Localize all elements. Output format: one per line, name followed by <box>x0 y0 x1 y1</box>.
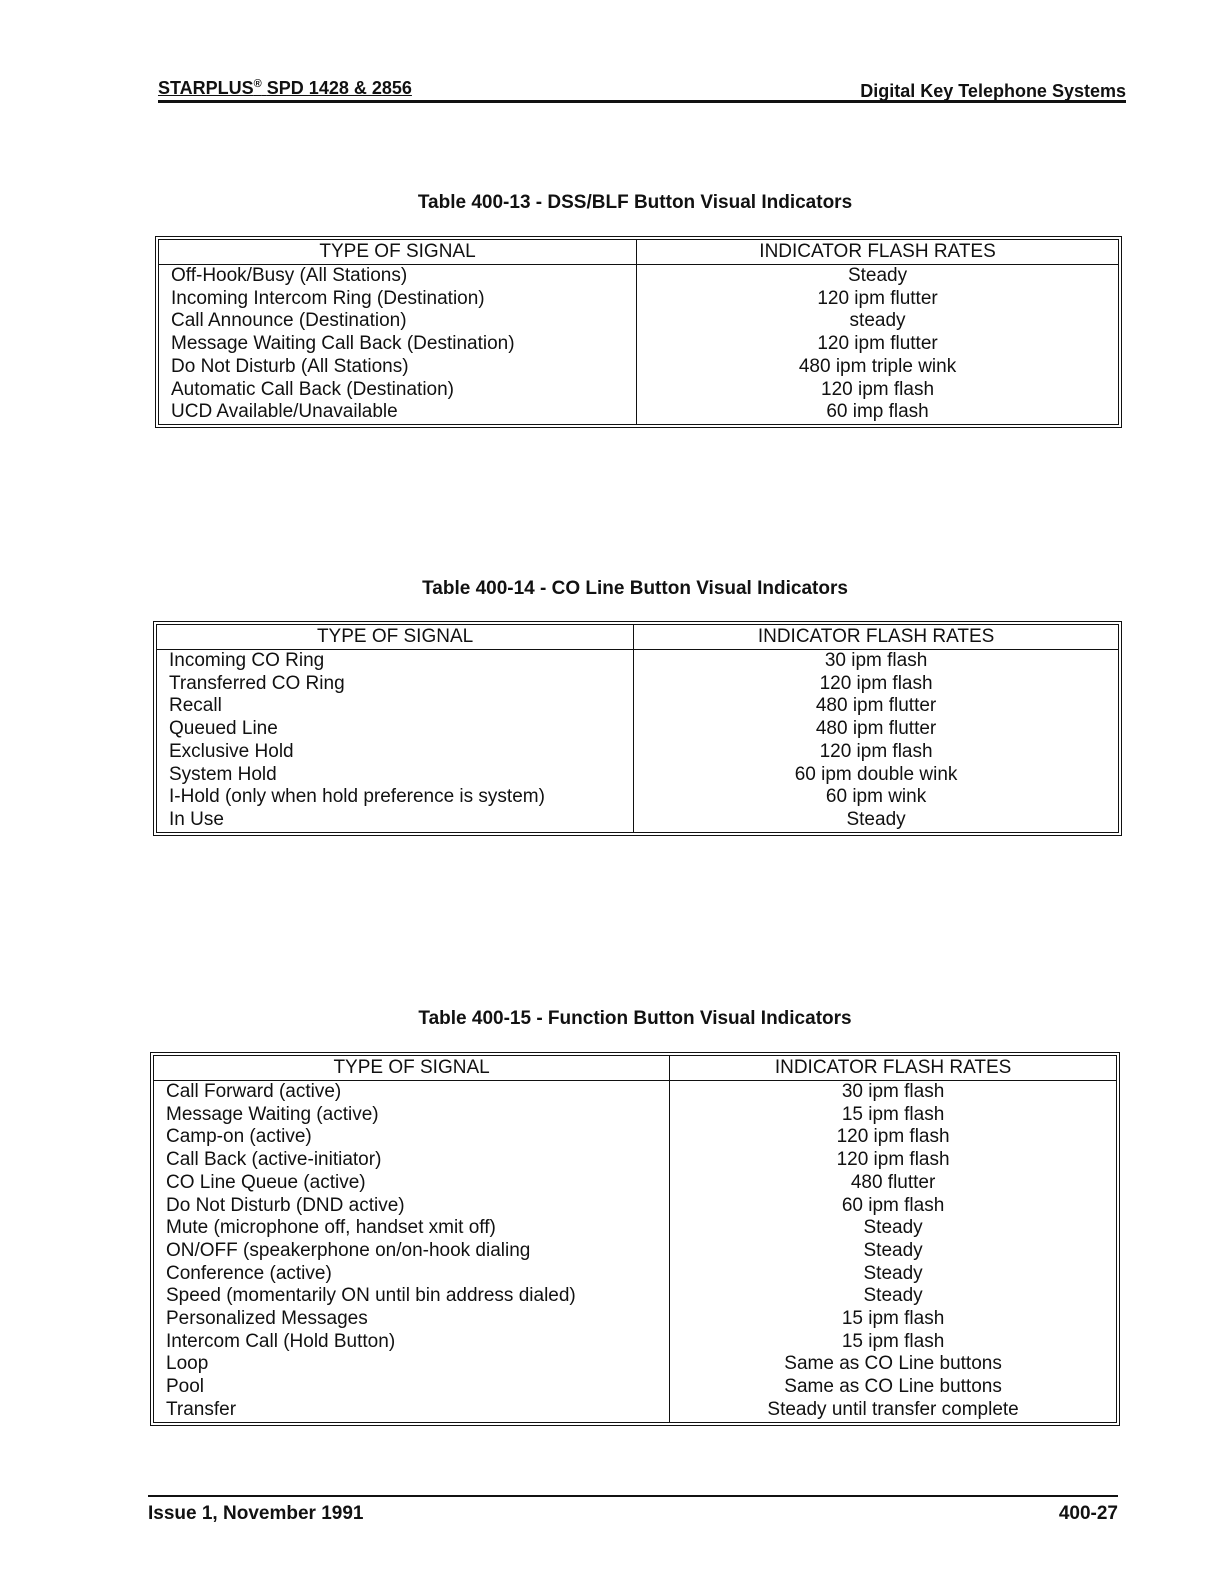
table-row <box>154 1217 1117 1240</box>
table-function <box>150 1052 1120 1426</box>
table-row <box>159 310 1119 333</box>
model-name: SPD 1428 & 2856 <box>266 78 412 98</box>
flash-rate-cell: Steady <box>863 1217 923 1239</box>
table-body <box>157 650 1119 833</box>
flash-rate-cell: 480 ipm flutter <box>815 695 937 717</box>
table-caption-co-line: Table 400-14 - CO Line Button Visual Indicators <box>422 578 848 599</box>
signal-type-cell: I-Hold (only when hold preference is system) <box>157 786 634 809</box>
signal-type-cell: Call Back (active-initiator) <box>154 1149 670 1172</box>
flash-rate-cell: Steady <box>863 1239 923 1261</box>
table-row <box>154 1126 1117 1149</box>
table-body <box>159 265 1119 425</box>
table-row <box>157 764 1119 787</box>
table-row <box>157 673 1119 696</box>
column-header-signal: TYPE OF SIGNAL <box>159 240 637 265</box>
table-row <box>154 1240 1117 1263</box>
signal-type-cell: Message Waiting Call Back (Destination) <box>159 333 637 356</box>
page-number: 400-27 <box>1058 1503 1118 1524</box>
flash-rate-cell: steady <box>849 310 906 332</box>
flash-rate-cell: 15 ipm flash <box>841 1103 945 1125</box>
signal-type-cell: Recall <box>157 695 634 718</box>
table-caption-function: Table 400-15 - Function Button Visual Indicators <box>418 1008 852 1029</box>
table-row <box>154 1308 1117 1331</box>
signal-type-cell: Incoming CO Ring <box>157 650 634 673</box>
flash-rate-cell: 60 ipm double wink <box>794 763 958 785</box>
flash-rate-cell: 480 ipm triple wink <box>798 355 957 377</box>
flash-rate-cell: 30 ipm flash <box>824 650 928 671</box>
table-row <box>154 1081 1117 1104</box>
flash-rate-cell: Steady <box>863 1262 923 1284</box>
column-header-signal: TYPE OF SIGNAL <box>154 1056 670 1081</box>
table-row <box>157 695 1119 718</box>
table-header-row <box>157 625 1119 650</box>
flash-rate-cell: 60 ipm wink <box>825 786 927 808</box>
table-row <box>154 1399 1117 1422</box>
brand-name: STARPLUS <box>158 78 254 98</box>
table-row <box>154 1353 1117 1376</box>
signal-type-cell: Call Announce (Destination) <box>159 310 637 333</box>
table-row <box>154 1149 1117 1172</box>
flash-rate-cell: Steady <box>863 1285 923 1307</box>
table-row <box>159 379 1119 402</box>
flash-rate-cell: 120 ipm flash <box>836 1149 950 1171</box>
table-header-row <box>154 1056 1117 1081</box>
table-row <box>154 1331 1117 1354</box>
flash-rate-cell: 30 ipm flash <box>841 1081 945 1102</box>
flash-rate-cell: 120 ipm flash <box>819 740 933 762</box>
flash-rate-cell: Same as CO Line buttons <box>784 1376 1002 1398</box>
flash-rate-cell: 60 imp flash <box>826 401 929 423</box>
signal-type-cell: In Use <box>157 809 634 832</box>
flash-rate-cell: 15 ipm flash <box>841 1330 945 1352</box>
signal-type-cell: Personalized Messages <box>154 1308 670 1331</box>
flash-rate-cell: Same as CO Line buttons <box>784 1353 1002 1375</box>
flash-rate-cell: 120 ipm flash <box>836 1126 950 1148</box>
column-header-signal: TYPE OF SIGNAL <box>157 625 634 650</box>
column-header-rate: INDICATOR FLASH RATES <box>634 625 1119 650</box>
table-row <box>159 333 1119 356</box>
signal-type-cell: Call Forward (active) <box>154 1081 670 1104</box>
flash-rate-cell: 120 ipm flutter <box>817 333 938 355</box>
signal-type-cell: Intercom Call (Hold Button) <box>154 1331 670 1354</box>
flash-rate-cell: 480 ipm flutter <box>815 718 937 740</box>
table-row <box>154 1104 1117 1127</box>
table-dss-blf <box>155 236 1122 428</box>
signal-type-cell: Do Not Disturb (DND active) <box>154 1195 670 1218</box>
table-row <box>154 1285 1117 1308</box>
flash-rate-cell: Steady until transfer complete <box>767 1398 1019 1420</box>
signal-type-cell: Speed (momentarily ON until bin address dialed) <box>154 1285 670 1308</box>
table-row <box>159 356 1119 379</box>
brand-title <box>158 78 412 99</box>
signal-type-cell: Do Not Disturb (All Stations) <box>159 356 637 379</box>
signal-type-cell: Off-Hook/Busy (All Stations) <box>159 265 637 288</box>
table-row <box>154 1172 1117 1195</box>
flash-rate-cell: 120 ipm flash <box>819 672 933 694</box>
signal-type-cell: Camp-on (active) <box>154 1126 670 1149</box>
signal-type-cell: Mute (microphone off, handset xmit off) <box>154 1217 670 1240</box>
flash-rate-cell: 480 flutter <box>850 1171 936 1193</box>
table-row <box>159 288 1119 311</box>
signal-type-cell: Transfer <box>154 1399 670 1422</box>
page-header <box>158 74 1126 103</box>
flash-rate-cell: Steady <box>847 265 908 286</box>
table-row <box>157 741 1119 764</box>
function-table <box>153 1055 1117 1423</box>
signal-type-cell: Conference (active) <box>154 1263 670 1286</box>
flash-rate-cell: 120 ipm flash <box>821 378 935 400</box>
signal-type-cell: Loop <box>154 1353 670 1376</box>
table-row <box>157 718 1119 741</box>
signal-type-cell: Transferred CO Ring <box>157 673 634 696</box>
flash-rate-cell: Steady <box>846 808 906 830</box>
table-row <box>159 401 1119 424</box>
signal-type-cell: Queued Line <box>157 718 634 741</box>
table-header-row <box>159 240 1119 265</box>
table-caption-dss-blf: Table 400-13 - DSS/BLF Button Visual Indicators <box>417 192 853 213</box>
signal-type-cell: ON/OFF (speakerphone on/on-hook dialing <box>154 1240 670 1263</box>
dss-blf-table <box>158 239 1119 425</box>
signal-type-cell: Exclusive Hold <box>157 741 634 764</box>
co-line-table <box>156 624 1119 833</box>
flash-rate-cell: 60 ipm flash <box>841 1194 945 1216</box>
table-row <box>154 1195 1117 1218</box>
page-footer <box>148 1495 1118 1527</box>
signal-type-cell: Message Waiting (active) <box>154 1104 670 1127</box>
table-row <box>154 1263 1117 1286</box>
column-header-rate: INDICATOR FLASH RATES <box>670 1056 1117 1081</box>
table-co-line <box>153 621 1122 836</box>
table-body <box>154 1081 1117 1423</box>
signal-type-cell: Incoming Intercom Ring (Destination) <box>159 288 637 311</box>
signal-type-cell: Automatic Call Back (Destination) <box>159 379 637 402</box>
table-row <box>154 1376 1117 1399</box>
issue-date: Issue 1, November 1991 <box>148 1503 364 1524</box>
signal-type-cell: UCD Available/Unavailable <box>159 401 637 424</box>
column-header-rate: INDICATOR FLASH RATES <box>637 240 1119 265</box>
flash-rate-cell: 15 ipm flash <box>841 1308 945 1330</box>
document-title: Digital Key Telephone Systems <box>860 81 1126 101</box>
table-row <box>157 650 1119 673</box>
signal-type-cell: System Hold <box>157 764 634 787</box>
table-row <box>157 809 1119 832</box>
signal-type-cell: CO Line Queue (active) <box>154 1172 670 1195</box>
table-row <box>159 265 1119 288</box>
signal-type-cell: Pool <box>154 1376 670 1399</box>
flash-rate-cell: 120 ipm flutter <box>817 287 938 309</box>
registered-mark: ® <box>253 78 262 90</box>
table-row <box>157 786 1119 809</box>
